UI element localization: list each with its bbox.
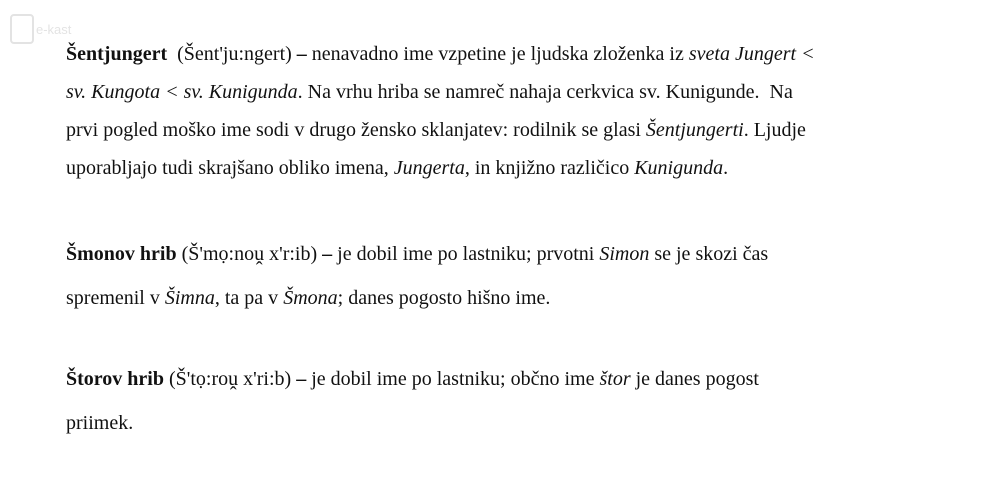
text-run: , ta pa v (214, 287, 284, 309)
italic-text: Šmona (283, 287, 338, 309)
bold-text: – (322, 243, 333, 265)
text-run: (Š'mọ:noṷ x'r:ib) (176, 243, 323, 265)
italic-text: sv. Kungota < sv. Kunigunda (66, 81, 298, 103)
italic-text: Simon (599, 243, 650, 265)
text-run: (Š'tọ:roṷ x'ri:b) (163, 368, 297, 390)
text-line (66, 73, 946, 111)
text-run: priimek. (66, 412, 134, 434)
bold-text: Šmonov hrib (66, 243, 177, 265)
text-run: uporabljajo tudi skrajšano obliko imena, (66, 157, 394, 179)
text-run: je danes pogost (630, 368, 759, 390)
text-run: ; danes pogosto hišno ime. (337, 287, 551, 309)
text-run: . Na vrhu hriba se namreč nahaja cerkvica sv. Kunigunde. Na (297, 81, 793, 103)
bold-text: Šentjungert (66, 43, 168, 65)
bold-text: – (296, 43, 307, 65)
entry-storov-hrib (66, 357, 946, 445)
italic-text: sveta Jungert < (688, 43, 815, 65)
text-line (66, 232, 946, 276)
text-run: , in knjižno različico (464, 157, 635, 179)
text-line (66, 401, 946, 445)
italic-text: štor (599, 368, 631, 390)
text-line (66, 111, 946, 149)
text-run: (Šent'ju:ngert) (167, 43, 297, 65)
italic-text: Jungerta (393, 157, 465, 179)
text-run: prvi pogled moško ime sodi v drugo žensko sklanjatev: rodilnik se glasi (66, 119, 646, 141)
watermark-text: e-kast (36, 22, 72, 37)
bold-text: Štorov hrib (66, 368, 164, 390)
text-run: spremenil v (66, 287, 165, 309)
bold-text: – (296, 368, 307, 390)
text-line (66, 35, 946, 73)
entry-smonov-hrib (66, 232, 946, 320)
text-run: je dobil ime po lastniku; občno ime (306, 368, 600, 390)
italic-text: Kunigunda (634, 157, 724, 179)
entry-sentjungert (66, 35, 946, 187)
text-run: nenavadno ime vzpetine je ljudska zloženka iz (306, 43, 689, 65)
italic-text: Šentjungerti (645, 119, 744, 141)
text-line (66, 149, 946, 187)
text-run: . Ljudje (743, 119, 806, 141)
text-run: se je skozi čas (649, 243, 769, 265)
italic-text: Šimna (164, 287, 215, 309)
text-line (66, 276, 946, 320)
text-run: . (723, 157, 729, 179)
text-run: je dobil ime po lastniku; prvotni (332, 243, 600, 265)
text-line (66, 357, 946, 401)
